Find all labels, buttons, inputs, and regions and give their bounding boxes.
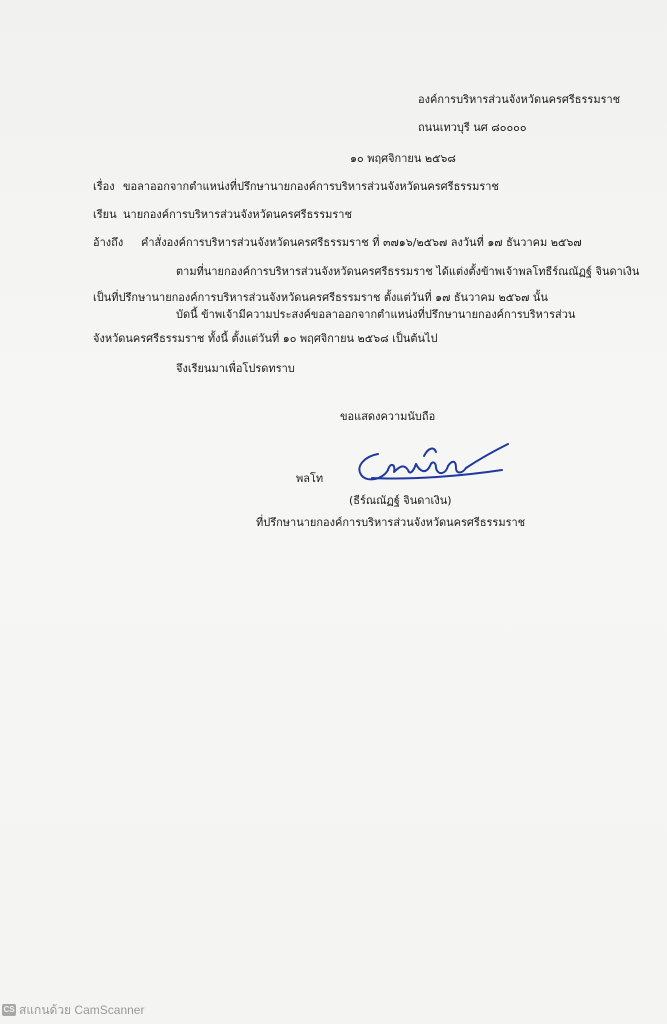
- body-closing-request: จึงเรียนมาเพื่อโปรดทราบ: [176, 362, 295, 375]
- reference-label: อ้างถึง: [93, 236, 124, 249]
- sender-address: ถนนเทวบุรี นศ ๘๐๐๐๐: [418, 121, 527, 134]
- subject-row: [93, 179, 499, 195]
- signature-closing: ขอแสดงความนับถือ: [340, 410, 436, 423]
- subject-label: เรื่อง: [93, 180, 115, 193]
- signature-name: (ธีร์ณณัฏฐ์ จินดาเงิน): [349, 494, 452, 507]
- to-text: นายกองค์การบริหารส่วนจังหวัดนครศรีธรรมราช: [123, 208, 352, 221]
- signature-stroke: [359, 454, 388, 479]
- subject-text: ขอลาออกจากตำแหน่งที่ปรึกษานายกองค์การบริหารส่วนจังหวัดนครศรีธรรมราช: [123, 180, 499, 193]
- body-p2-line2: จังหวัดนครศรีธรรมราช ทั้งนี้ ตั้งแต่วันที่ ๑๐ พฤศจิกายน ๒๕๖๘ เป็นต้นไป: [93, 332, 438, 345]
- to-label: เรียน: [93, 208, 117, 221]
- signature-rank: พลโท: [296, 472, 324, 485]
- signature-position: ที่ปรึกษานายกองค์การบริหารส่วนจังหวัดนครศรีธรรมราช: [256, 516, 526, 529]
- signature-stroke: [416, 462, 448, 473]
- sender-org: องค์การบริหารส่วนจังหวัดนครศรีธรรมราช: [418, 93, 621, 106]
- scanner-watermark: [2, 1002, 144, 1018]
- scanner-watermark-text: สแกนด้วย CamScanner: [19, 1002, 145, 1017]
- signature-stroke: [466, 444, 508, 468]
- handwritten-signature: [352, 440, 512, 490]
- camscanner-logo-icon: CS: [3, 1005, 15, 1014]
- signature-stroke: [448, 462, 466, 473]
- letter-date: ๑๐ พฤศจิกายน ๒๕๖๘: [350, 152, 456, 165]
- signature-stroke: [424, 449, 436, 456]
- body-p1-line1: ตามที่นายกองค์การบริหารส่วนจังหวัดนครศรีธรรมราช ได้แต่งตั้งข้าพเจ้าพลโทธีร์ณณัฏฐ์ จินดาเงิน: [176, 265, 640, 278]
- reference-text: คำสั่งองค์การบริหารส่วนจังหวัดนครศรีธรรมราช ที่ ๓๗๑๖/๒๕๖๗ ลงวันที่ ๑๗ ธันวาคม ๒๕๖๗: [141, 236, 582, 249]
- body-p1-line2: เป็นที่ปรึกษานายกองค์การบริหารส่วนจังหวัดนครศรีธรรมราช ตั้งแต่วันที่ ๑๗ ธันวาคม ๒๕๖๗ นั้น: [93, 291, 548, 304]
- body-p2-line1: บัดนี้ ข้าพเจ้ามีความประสงค์ขอลาออกจากตำแหน่งที่ปรึกษานายกองค์การบริหารส่วน: [176, 308, 576, 321]
- signature-stroke: [388, 464, 416, 472]
- reference-row: [93, 235, 582, 251]
- to-row: [93, 207, 352, 223]
